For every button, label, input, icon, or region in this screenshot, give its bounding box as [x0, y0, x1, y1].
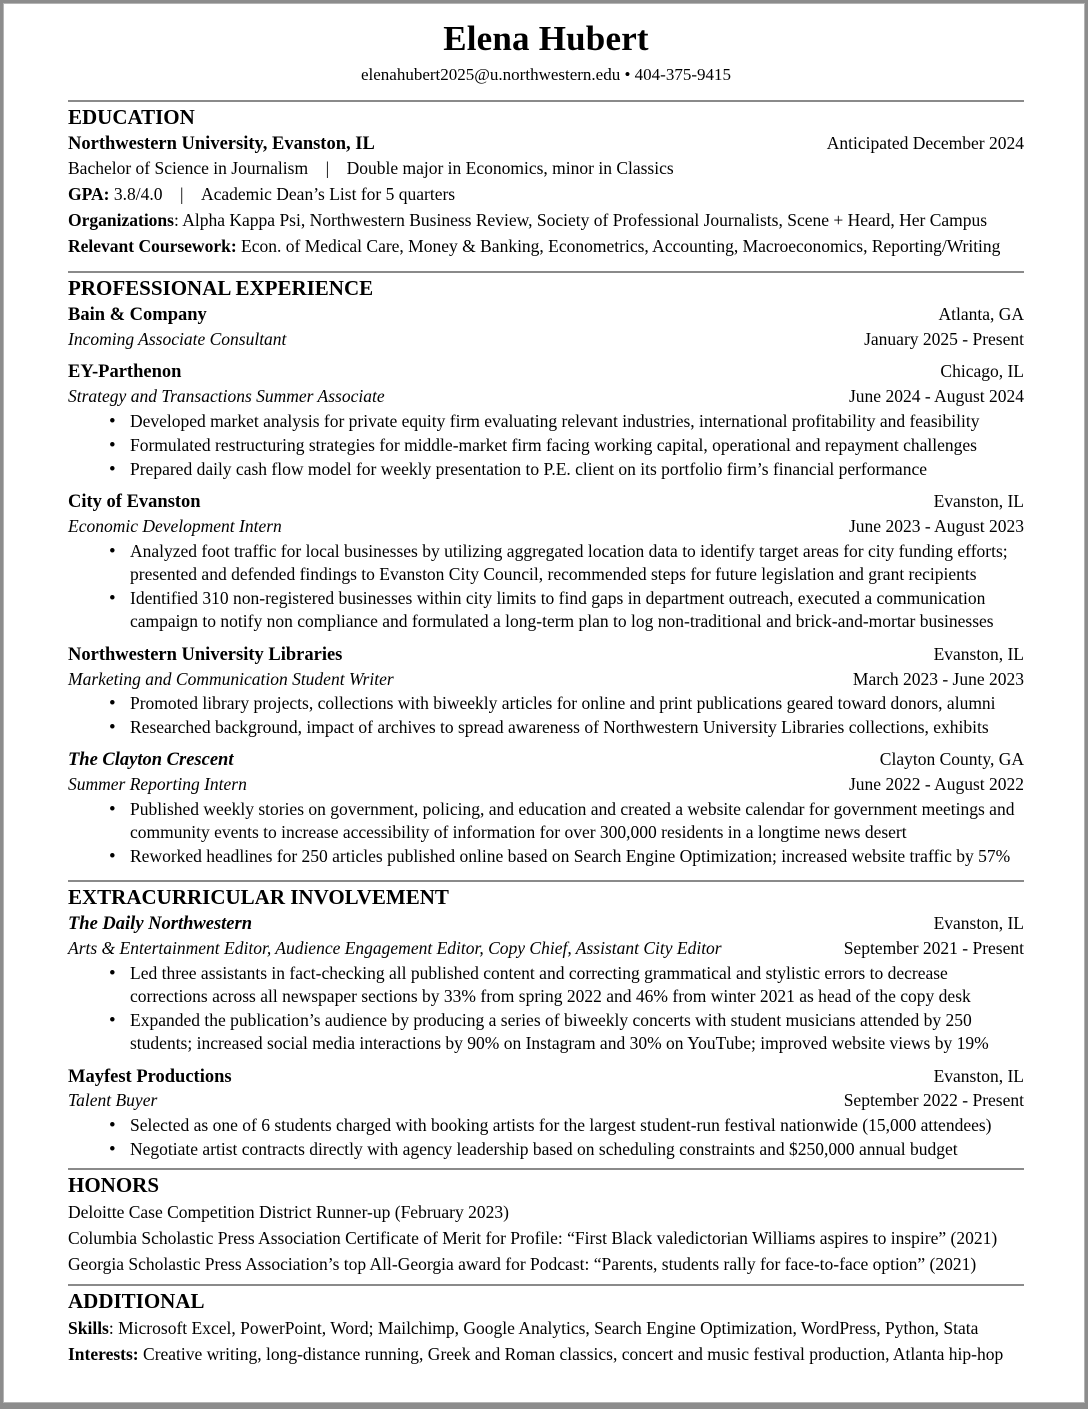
professional-dates: June 2024 - August 2024 [849, 386, 1024, 407]
extracurricular-organization: The Daily Northwestern [68, 914, 252, 935]
professional-location: Chicago, IL [940, 361, 1024, 382]
professional-organization: EY-Parthenon [68, 362, 182, 383]
extracurricular-organization: Mayfest Productions [68, 1066, 232, 1087]
honors-item: Deloitte Case Competition District Runner-up (February 2023) [68, 1202, 509, 1223]
professional-role: Summer Reporting Intern [68, 774, 247, 795]
extracurricular-dates: September 2022 - Present [843, 1090, 1024, 1111]
section-extracurricular [68, 884, 1024, 1161]
professional-bullet: • Prepared daily cash flow model for weekly presentation to P.E. client on its portfolio firm’s financial performance [68, 458, 1024, 481]
education-grad-date: Anticipated December 2024 [826, 132, 1024, 153]
professional-organization: City of Evanston [68, 492, 201, 513]
extracurricular-dates: September 2021 - Present [843, 938, 1024, 959]
extracurricular-bullet: • Led three assistants in fact-checking all published content and correcting grammatical and stylistic errors to decrease corrections across all newspaper sections by 33% from spring 2022 and 46% from winter 2021 as head of the copy desk [68, 962, 1024, 1009]
professional-dates: June 2022 - August 2022 [849, 774, 1024, 795]
professional-bullet: • Analyzed foot traffic for local businesses by utilizing aggregated location data to identify target areas for city funding efforts; presented and defended findings to Evanston City Council, recommended steps for future legislation and grant recipients [68, 540, 1024, 587]
section-heading-professional: PROFESSIONAL EXPERIENCE [68, 276, 374, 301]
education-organizations-label: Organizations [68, 209, 174, 230]
extracurricular-role: Arts & Entertainment Editor, Audience Engagement Editor, Copy Chief, Assistant City Editor [68, 938, 722, 959]
professional-entry [68, 748, 1024, 868]
professional-entry [68, 643, 1024, 740]
professional-entry-subheader [68, 385, 1024, 408]
professional-entry-subheader [68, 773, 1024, 796]
professional-bullet: • Published weekly stories on government, policing, and education and created a website calendar for government meetings and community events to increase accessibility of information for over 300,000 residents in a longtime news desert [68, 798, 1024, 845]
divider-extracurricular [68, 880, 1024, 882]
extracurricular-bullet: • Selected as one of 6 students charged with booking artists for the largest student-run festival nationwide (15,000 attendees) [68, 1114, 1024, 1137]
professional-entry [68, 360, 1024, 481]
extracurricular-entry-header [68, 912, 1024, 937]
professional-entry-header [68, 643, 1024, 668]
education-gpa-text: 3.8/4.0 | Academic Dean’s List for 5 quarters [113, 184, 456, 205]
extracurricular-entry-header [68, 1065, 1024, 1090]
professional-bullet: • Identified 310 non-registered businesses within city limits to find gaps in department outreach, executed a communication campaign to notify non compliance and formulated a long-term plan to log non-traditional and brick-and-mortar businesses [68, 587, 1024, 634]
section-heading-extracurricular: EXTRACURRICULAR INVOLVEMENT [68, 885, 449, 910]
professional-entry [68, 490, 1024, 633]
education-school: Northwestern University, Evanston, IL [68, 133, 375, 154]
extracurricular-entry-subheader [68, 937, 1024, 960]
professional-role: Economic Development Intern [68, 516, 282, 537]
extracurricular-location: Evanston, IL [933, 913, 1024, 934]
professional-role: Strategy and Transactions Summer Associate [68, 386, 385, 407]
professional-bullet: • Researched background, impact of archives to spread awareness of Northwestern University Libraries collections, exhibits [68, 716, 1024, 739]
education-entry-row [68, 132, 1024, 157]
professional-role: Marketing and Communication Student Writer [68, 668, 394, 689]
divider-honors [68, 1168, 1024, 1170]
section-heading-honors: HONORS [68, 1173, 160, 1198]
additional-skills [68, 1316, 1024, 1342]
professional-organization: Northwestern University Libraries [68, 644, 343, 665]
extracurricular-entry [68, 1065, 1024, 1162]
divider-education [68, 100, 1024, 102]
professional-entry-header [68, 360, 1024, 385]
professional-dates: June 2023 - August 2023 [849, 516, 1024, 537]
professional-bullet: • Developed market analysis for private equity firm evaluating relevant industries, international profitability and feasibility [68, 410, 1024, 433]
professional-bullet-list [68, 410, 1024, 482]
professional-bullet: • Reworked headlines for 250 articles published online based on Search Engine Optimization; increased website traffic by 57% [68, 845, 1024, 868]
professional-entry-header [68, 748, 1024, 773]
section-additional [68, 1288, 1024, 1367]
professional-entry-header [68, 490, 1024, 515]
education-organizations [68, 208, 1024, 234]
education-gpa-label: GPA: [68, 184, 110, 205]
professional-organization: Bain & Company [68, 305, 207, 326]
professional-bullet-list [68, 798, 1024, 869]
professional-location: Evanston, IL [933, 643, 1024, 664]
extracurricular-entry [68, 912, 1024, 1055]
honors-item: Georgia Scholastic Press Association’s top All-Georgia award for Podcast: “Parents, students rally for face-to-face option” (2021) [68, 1253, 977, 1274]
divider-professional [68, 271, 1024, 273]
section-education [68, 104, 1024, 260]
professional-location: Clayton County, GA [879, 749, 1024, 770]
additional-skills-label: Skills [68, 1318, 109, 1339]
professional-dates: March 2023 - June 2023 [852, 668, 1024, 689]
professional-entry-header [68, 303, 1024, 328]
divider-additional [68, 1284, 1024, 1286]
extracurricular-role: Talent Buyer [68, 1090, 158, 1111]
contact-line: elenahubert2025@u.northwestern.edu • 404-375-9415 [360, 65, 731, 85]
page-title: Elena Hubert [443, 19, 649, 58]
section-heading-education: EDUCATION [68, 104, 195, 129]
section-honors [68, 1172, 1024, 1277]
professional-organization: The Clayton Crescent [68, 750, 234, 771]
extracurricular-bullet: • Expanded the publication’s audience by producing a series of biweekly concerts with student musicians attended by 250 students; increased social media interactions by 90% on Instagram and 30% on YouTube; improved website views by 19% [68, 1009, 1024, 1056]
professional-entry-subheader [68, 668, 1024, 691]
additional-interests [68, 1342, 1024, 1368]
professional-bullet: • Formulated restructuring strategies for middle-market firm facing working capital, operational and repayment challenges [68, 434, 1024, 457]
extracurricular-bullet-list [68, 962, 1024, 1056]
section-heading-additional: ADDITIONAL [68, 1289, 205, 1314]
extracurricular-entry-subheader [68, 1089, 1024, 1112]
education-coursework-label: Relevant Coursework: [68, 235, 237, 256]
education-coursework-value: Econ. of Medical Care, Money & Banking, Econometrics, Accounting, Macroeconomics, Reporting/Writing [236, 235, 1001, 256]
professional-entry-list [68, 303, 1024, 868]
resume-page [3, 3, 1085, 1403]
professional-dates: January 2025 - Present [864, 328, 1024, 349]
additional-interests-label: Interests: [68, 1344, 139, 1365]
resume-header [68, 18, 1024, 88]
professional-bullet-list [68, 540, 1024, 634]
professional-bullet: • Promoted library projects, collections with biweekly articles for online and print publications geared toward donors, alumni [68, 692, 1024, 715]
education-organizations-value: : Alpha Kappa Psi, Northwestern Business Review, Society of Professional Journalists, Scene + Heard, Her Campus [173, 209, 988, 230]
professional-location: Atlanta, GA [938, 304, 1024, 325]
additional-skills-value: : Microsoft Excel, PowerPoint, Word; Mailchimp, Google Analytics, Search Engine Optimization, WordPress, Python, Stata [108, 1318, 979, 1339]
extracurricular-bullet: • Negotiate artist contracts directly with agency leadership based on scheduling constraints and $250,000 annual budget [68, 1138, 1024, 1161]
professional-role: Incoming Associate Consultant [68, 328, 287, 349]
professional-location: Evanston, IL [933, 491, 1024, 512]
extracurricular-location: Evanston, IL [933, 1065, 1024, 1086]
additional-interests-value: Creative writing, long-distance running, Greek and Roman classics, concert and music festival production, Atlanta hip-hop [138, 1344, 1004, 1365]
honors-list [68, 1200, 1024, 1277]
education-gpa [68, 182, 1024, 208]
section-professional-experience [68, 275, 1024, 868]
professional-entry [68, 303, 1024, 351]
professional-entry-subheader [68, 515, 1024, 538]
professional-bullet-list [68, 692, 1024, 740]
professional-entry-subheader [68, 328, 1024, 351]
education-degree: Bachelor of Science in Journalism | Double major in Economics, minor in Classics [68, 158, 674, 179]
extracurricular-entry-list [68, 912, 1024, 1161]
education-coursework [68, 234, 1024, 260]
extracurricular-bullet-list [68, 1114, 1024, 1162]
honors-item: Columbia Scholastic Press Association Certificate of Merit for Profile: “First Black valedictorian Williams aspires to inspire” (2021) [68, 1227, 998, 1248]
